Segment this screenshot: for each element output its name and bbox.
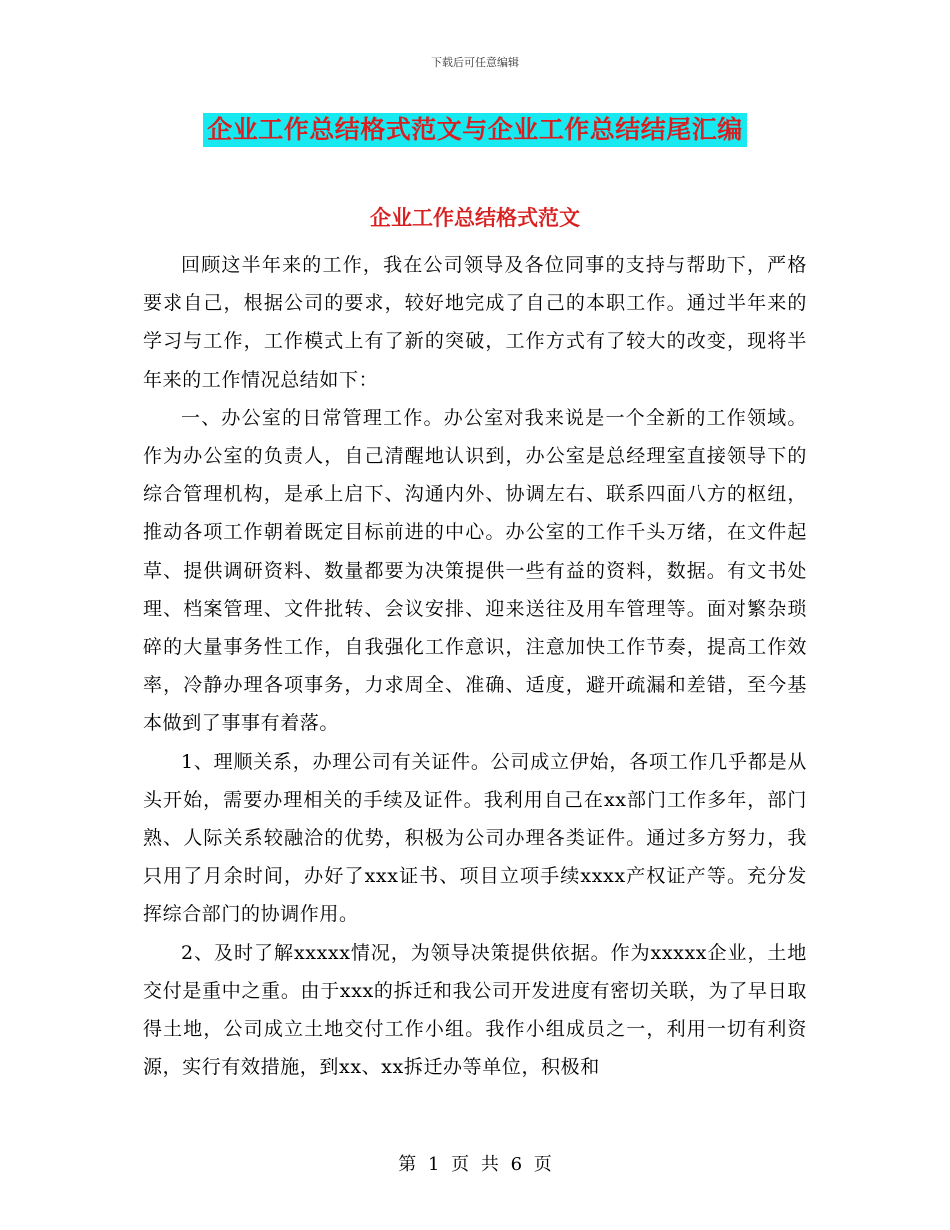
paragraph-office-management: 一、办公室的日常管理工作。办公室对我来说是一个全新的工作领域。作为办公室的负责人，自己清醒地认识到，办公室是总经理室直接领导下的综合管理机构，是承上启下、沟通内外、协调左右、联系四面八方的枢纽，推动各项工作朝着既定目标前进的中心。办公室的工作千头万绪，在文件起草、提供调研资料、数量都要为决策提供一些有益的资料，数据。有文书处理、档案管理、文件批转、会议安排、迎来送往及用车管理等。面对繁杂琐碎的大量事务性工作，自我强化工作意识，注意加快工作节奏，提高工作效率，冷静办理各项事务，力求周全、准确、适度，避开疏漏和差错，至今基本做到了事事有着落。 [143,406,807,735]
main-title-container [0,113,950,147]
main-title: 企业工作总结格式范文与企业工作总结结尾汇编 [203,113,747,147]
section-title: 企业工作总结格式范文 [370,206,580,230]
header-note: 下载后可任意编辑 [431,56,519,69]
paragraph-land-delivery: 2、及时了解xxxxx情况，为领导决策提供依据。作为xxxxx企业，土地交付是重中之重。由于xxx的拆迁和我公司开发进度有密切关联，为了早日取得土地，公司成立土地交付工作小组。我作小组成员之一，利用一切有利资源，实行有效措施，到xx、xx拆迁办等单位，积极和 [143,941,807,1079]
paragraph-intro: 回顾这半年来的工作，我在公司领导及各位同事的支持与帮助下，严格要求自己，根据公司的要求，较好地完成了自己的本职工作。通过半年来的学习与工作，工作模式上有了新的突破，工作方式有了较大的改变，现将半年来的工作情况总结如下： [143,254,807,391]
document-body [143,246,807,1086]
page-footer: 第 1 页 共 6 页 [398,1154,552,1175]
paragraph-certificates: 1、理顺关系，办理公司有关证件。公司成立伊始，各项工作几乎都是从头开始，需要办理相关的手续及证件。我利用自己在xx部门工作多年，部门熟、人际关系较融洽的优势，积极为公司办理各类证件。通过多方努力，我只用了月余时间，办好了xxx证书、项目立项手续xxxx产权证产等。充分发挥综合部门的协调作用。 [143,750,807,926]
